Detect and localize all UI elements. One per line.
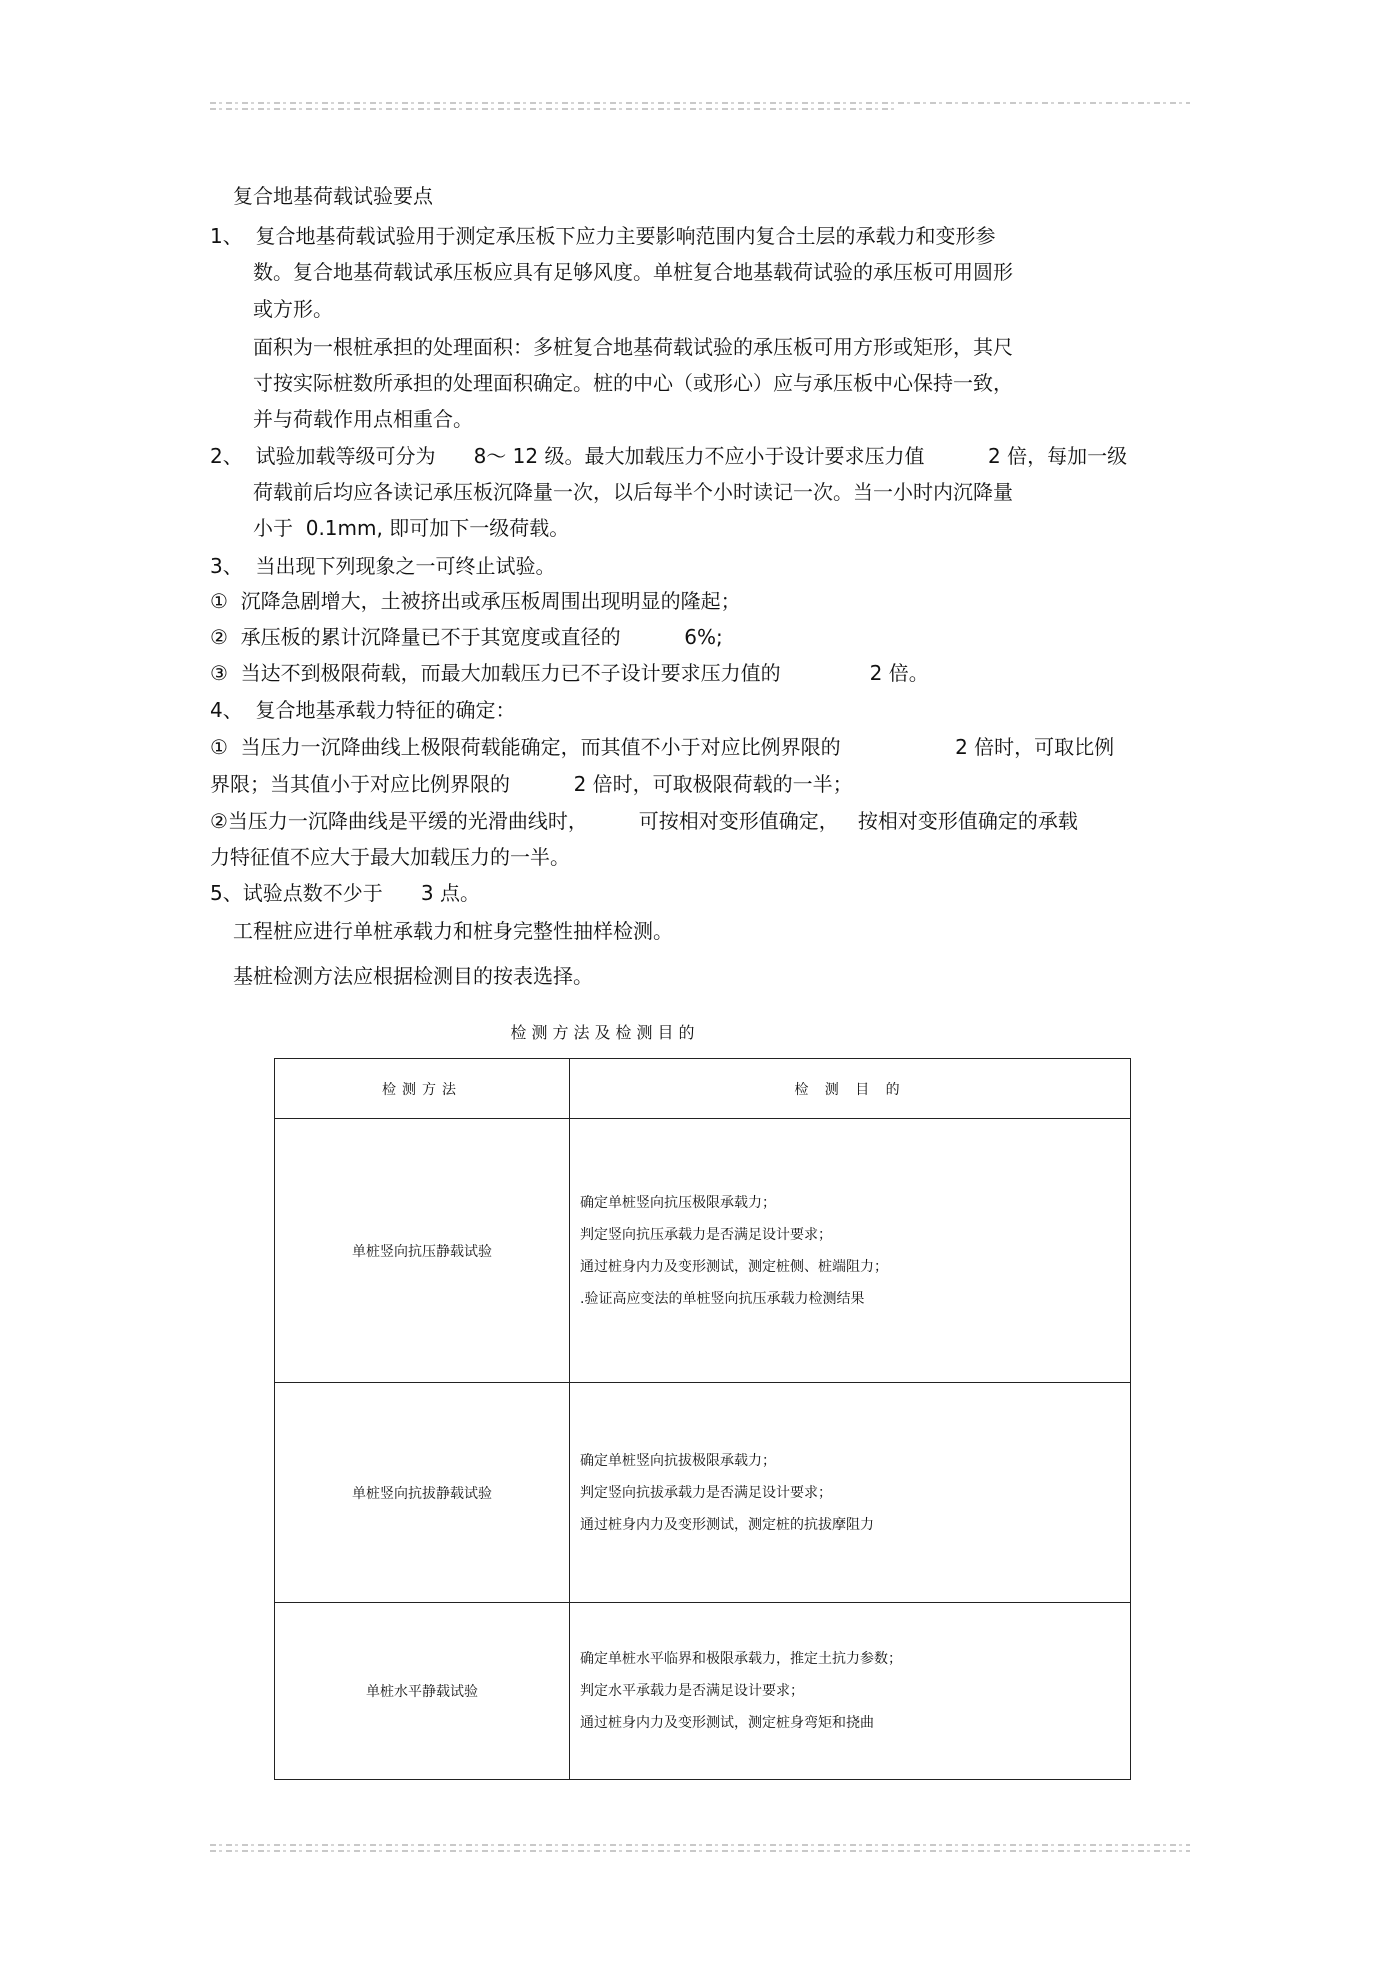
header-noise	[210, 98, 1190, 114]
para-line: 荷载前后均应各读记承压板沉降量一次，以后每半个小时读记一次。当一小时内沉降量	[253, 480, 1013, 504]
method-cell: 单桩竖向抗压静载试验	[275, 1119, 570, 1383]
para-line: 工程桩应进行单桩承载力和桩身完整性抽样检测。	[233, 919, 673, 943]
para-line: 3、 当出现下列现象之一可终止试验。	[210, 554, 556, 578]
para-line: 并与荷载作用点相重合。	[253, 407, 473, 431]
test-methods-table	[274, 1058, 1131, 1780]
para-line: 1、 复合地基荷载试验用于测定承压板下应力主要影响范围内复合土层的承载力和变形参	[210, 224, 996, 248]
para-line: 界限；当其值小于对应比例界限的 2 倍时，可取极限荷载的一半；	[210, 772, 853, 796]
purpose-item: 通过桩身内力及变形测试，测定桩侧、桩端阻力；	[580, 1258, 888, 1275]
header-purpose: 检 测 目 的	[570, 1059, 1131, 1119]
para-line: 数。复合地基荷载试承压板应具有足够风度。单桩复合地基载荷试验的承压板可用圆形	[253, 260, 1013, 284]
purpose-item: .验证高应变法的单桩竖向抗压承载力检测结果	[580, 1290, 865, 1307]
purpose-item: 确定单桩水平临界和极限承载力，推定土抗力参数；	[580, 1651, 902, 1667]
doc-heading: 复合地基荷载试验要点	[233, 184, 433, 208]
method-cell: 单桩竖向抗拔静载试验	[275, 1383, 570, 1603]
para-line: ② 承压板的累计沉降量已不于其宽度或直径的 6%;	[210, 625, 723, 649]
purpose-item: 确定单桩竖向抗拔极限承载力；	[580, 1452, 776, 1469]
table-title: 检测方法及检测目的	[510, 1023, 700, 1042]
para-line: 寸按实际桩数所承担的处理面积确定。桩的中心（或形心）应与承压板中心保持一致，	[253, 371, 1013, 395]
purpose-cell	[570, 1383, 1131, 1603]
para-line: ① 当压力一沉降曲线上极限荷载能确定，而其值不小于对应比例界限的 2 倍时，可取比例	[210, 735, 1115, 759]
purpose-item: 判定竖向抗压承载力是否满足设计要求；	[580, 1226, 832, 1243]
para-line: ③ 当达不到极限荷载，而最大加载压力已不子设计要求压力值的 2 倍。	[210, 661, 929, 685]
purpose-cell	[570, 1603, 1131, 1780]
table-row	[275, 1119, 1131, 1383]
para-line: ① 沉降急剧增大，土被挤出或承压板周围出现明显的隆起；	[210, 589, 741, 613]
para-line: 面积为一根桩承担的处理面积：多桩复合地基荷载试验的承压板可用方形或矩形，其尺	[253, 335, 1013, 359]
purpose-item: 通过桩身内力及变形测试，测定桩身弯矩和挠曲	[580, 1715, 874, 1731]
table-row	[275, 1603, 1131, 1780]
purpose-item: 通过桩身内力及变形测试，测定桩的抗拔摩阻力	[580, 1516, 874, 1533]
header-method: 检测方法	[275, 1059, 570, 1119]
para-line: 5、试验点数不少于 3 点。	[210, 881, 480, 905]
purpose-item: 判定竖向抗拔承载力是否满足设计要求；	[580, 1484, 832, 1501]
table-row	[275, 1383, 1131, 1603]
purpose-item: 判定水平承载力是否满足设计要求；	[580, 1683, 804, 1699]
para-line: 基桩检测方法应根据检测目的按表选择。	[233, 964, 593, 988]
para-line: 小于 0.1mm, 即可加下一级荷载。	[253, 516, 570, 540]
purpose-cell	[570, 1119, 1131, 1383]
para-line: 或方形。	[253, 297, 333, 321]
purpose-item: 确定单桩竖向抗压极限承载力；	[580, 1194, 776, 1211]
para-line: ②当压力一沉降曲线是平缓的光滑曲线时， 可按相对变形值确定， 按相对变形值确定的承载	[210, 809, 1078, 833]
para-line: 4、 复合地基承载力特征的确定：	[210, 698, 516, 722]
table-header-row	[275, 1059, 1131, 1119]
footer-noise	[210, 1840, 1190, 1856]
para-line: 2、 试验加载等级可分为 8～ 12 级。最大加载压力不应小于设计要求压力值 2 倍，每加一级	[210, 444, 1128, 468]
method-cell: 单桩水平静载试验	[275, 1603, 570, 1780]
para-line: 力特征值不应大于最大加载压力的一半。	[210, 845, 570, 869]
